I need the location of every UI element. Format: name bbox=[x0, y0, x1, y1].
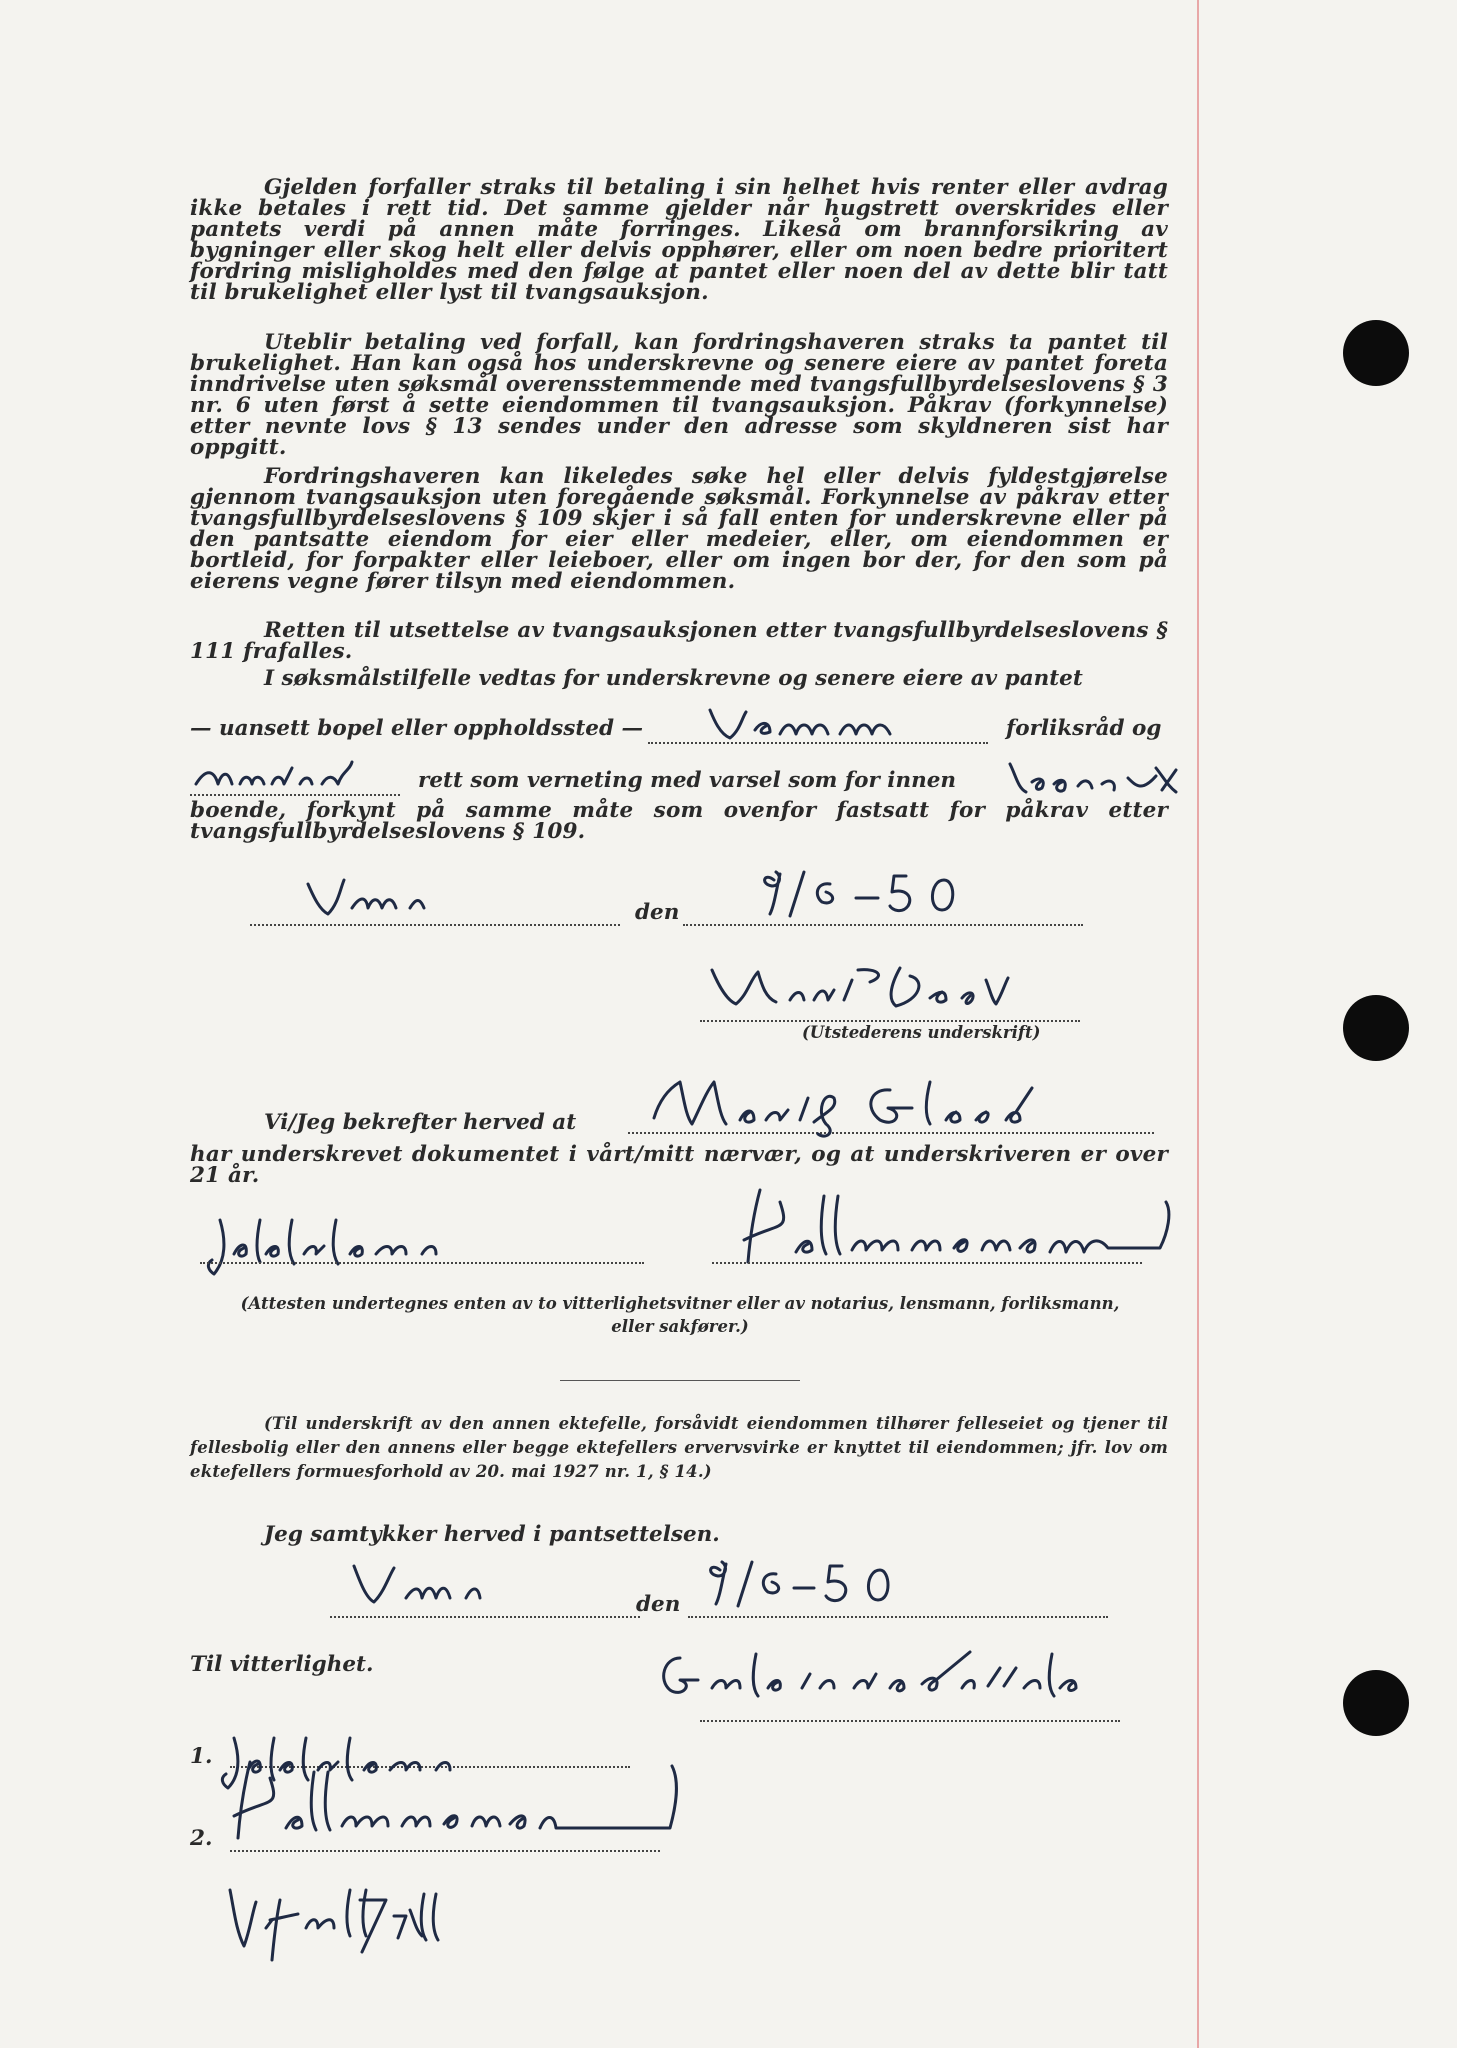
notation-handwriting bbox=[210, 1880, 490, 1970]
issuer-dotted-line bbox=[700, 1020, 1080, 1022]
spouse-note bbox=[190, 1412, 1168, 1484]
spouse-place-dotted-line bbox=[330, 1616, 640, 1618]
witness-one-signature bbox=[200, 1210, 500, 1280]
paragraph-postponement: Retten til utsettelse av tvangsauksjonen etter tvangsfullbyrdelseslovens § 111 frafalles. bbox=[190, 618, 1168, 664]
spouse-note-line1: (Til underskrift av den annen ektefelle, forsåvidt eiendommen tilhører felleseiet og tjener bbox=[264, 1414, 1140, 1433]
paragraph-default: Gjelden forfaller straks til betaling i sin helhet hvis renter eller avdrag ikke betales i rett tid. Det samme gjelder når hugstrett overskrides eller pantets verdi på annen måte forringes. Likeså om brannforsikring av bygninger eller skog helt eller delvis opphører, eller om noen bedre prioritert fordring misligholdes med den følge at pantet eller noen del av dette blir tatt til brukelighet eller lyst til tvangsauksjon. bbox=[190, 175, 1168, 305]
handwritten-place-date bbox=[300, 870, 490, 922]
spouse-consent: Jeg samtykker herved i pantsettelsen. bbox=[264, 1522, 720, 1547]
spouse-handwritten-date bbox=[690, 1552, 930, 1612]
spouse-note-line2: til fellesbolig eller den annens eller begge ektefellers ervervsvirke er knyttet til eiendommen; bbox=[190, 1414, 1168, 1457]
paragraph-collection: Uteblir betaling ved forfall, kan fordringshaveren straks ta pantet til brukelighet. Han kan også hos underskrevne og senere eiere av pantet foreta inndrivelse uten søksmål overensstemmende med tvangsfullbyrdelseslovens § 3 nr. 6 uten først å sette eiendommen til tvangsauksjon. Påkrav (forkynnelse) etter nevnte lovs § 13 sendes under den adresse som skyldneren sist har oppgitt. bbox=[190, 330, 1168, 460]
venue-clause-notice: rett som verneting med varsel som for innen bbox=[418, 768, 957, 793]
spouse-signature-dotted-line bbox=[700, 1720, 1120, 1722]
spouse-den-label: den bbox=[636, 1592, 681, 1617]
til-vitterlighet: Til vitterlighet. bbox=[190, 1652, 374, 1677]
red-margin-line bbox=[1197, 0, 1199, 2048]
handwritten-court-name bbox=[192, 754, 402, 798]
spouse-signature bbox=[640, 1644, 1160, 1714]
date-dotted-line bbox=[683, 924, 1083, 926]
punch-hole-bottom bbox=[1343, 1670, 1409, 1736]
venue-clause-forliksrad: forliksråd og bbox=[1006, 716, 1162, 741]
handwritten-place-forliksrad bbox=[700, 700, 1000, 752]
witness-confirm-continuation: har underskrevet dokumentet i vårt/mitt nærvær, og at underskriveren er over 21 år. bbox=[190, 1142, 1168, 1188]
witness-confirm-text: Vi/Jeg bekrefter herved at bbox=[264, 1110, 577, 1135]
witness-number-one: 1. bbox=[190, 1744, 213, 1769]
attestation-note-line1: (Attesten undertegnes enten av to vitterlighetsvitner eller av notarius, lensmann, forliksmann, bbox=[240, 1294, 1120, 1313]
spouse-handwritten-place bbox=[340, 1556, 620, 1612]
spouse-witness-two-signature bbox=[210, 1752, 690, 1852]
punch-hole-top bbox=[1343, 320, 1409, 386]
venue-clause-residence: — uansett bopel eller oppholdssted — bbox=[190, 716, 643, 741]
paragraph-auction: Fordringshaveren kan likeledes søke hel eller delvis fyldestgjørelse gjennom tvangsauksjon uten foregående søksmål. Forkynnelse av påkrav etter tvangsfullbyrdelseslovens § 109 skjer i så fall enten for underskrevne eller på den pantsatte eiendom for eier eller medeier, eller, om eiendommen er bortleid, for forpakter eller leieboer, eller om ingen bor der, for den som på eierens vegne fører tilsyn med eiendommen. bbox=[190, 464, 1168, 594]
handwritten-region-name bbox=[1006, 758, 1206, 798]
spouse-note-line3: jfr. lov om ektefellers formuesforhold av 20. mai 1927 nr. 1, § 14.) bbox=[190, 1438, 1168, 1481]
witness-one-dotted-line bbox=[200, 1262, 644, 1264]
spouse-date-dotted-line bbox=[688, 1616, 1108, 1618]
place-dotted-line bbox=[250, 924, 620, 926]
den-label: den bbox=[635, 900, 680, 925]
venue-clause-end: boende, forkynt på samme måte som ovenfor fastsatt for påkrav etter tvangsfullbyrdelseslovens § 109. bbox=[190, 798, 1168, 844]
signer-name-signature bbox=[640, 1068, 1160, 1142]
issuer-signature bbox=[700, 960, 1070, 1020]
witness-two-dotted-line bbox=[712, 1262, 1142, 1264]
issuer-caption: (Utstederens underskrift) bbox=[802, 1023, 1041, 1042]
punch-hole-middle bbox=[1343, 995, 1409, 1061]
witness-number-two: 2. bbox=[190, 1826, 213, 1851]
venue-clause-start: I søksmålstilfelle vedtas for underskrevne og senere eiere av pantet bbox=[264, 666, 1083, 691]
attestation-note-line2: eller sakfører.) bbox=[611, 1317, 749, 1336]
handwritten-date bbox=[760, 862, 980, 922]
section-divider bbox=[560, 1380, 800, 1381]
